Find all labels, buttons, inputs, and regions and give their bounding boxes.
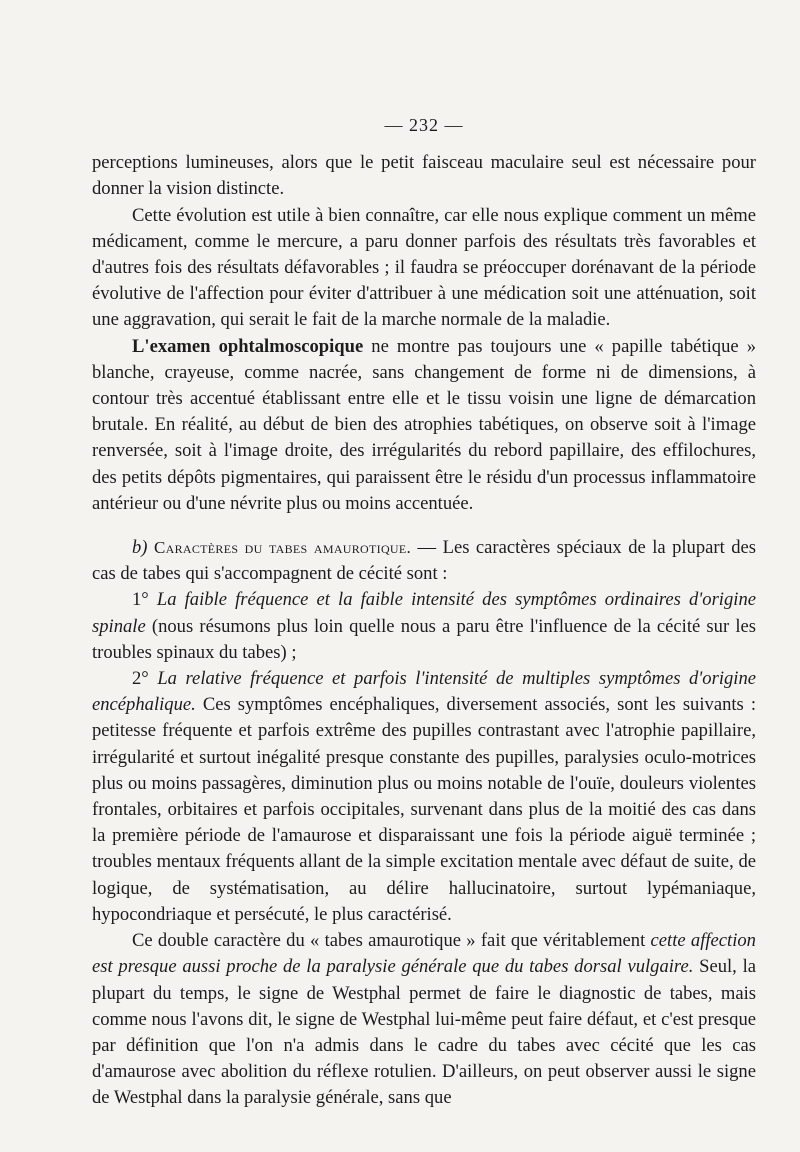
item-number-1: 1°: [132, 589, 157, 611]
paragraph-6: [92, 666, 756, 928]
paragraph-7-italic: cette affection est presque aussi proche de la paralysie générale que du tabes dorsal vulgaire.: [92, 930, 756, 978]
paragraph-7: [92, 928, 756, 1111]
paragraph-3: [92, 334, 756, 517]
item-1-italic: La faible fréquence et la faible intensité des symptômes ordinaires d'origine spinale: [92, 589, 756, 637]
paragraph-4: [92, 535, 756, 587]
item-2-text: Ces symptômes encéphaliques, diversement associés, sont les suivants : petitesse fréquente et parfois extrême des pupilles contrastant avec l'atrophie papillaire, irrégularité et surtout inégalité presque constante des pupilles, paralysies oculo-motrices plus ou moins passagères, diminution plus ou moins notable de l'ouïe, douleurs violentes frontales, orbitaires et parfois occipitales, survenant dans plus de la moitié des cas dans la première période de l'amaurose et disparaissant une fois la période aiguë terminée ; troubles mentaux fréquents allant de la simple excitation mentale avec défaut de suite, de logique, de systématisation, au délire hallucinatoire, surtout lypémaniaque, hypocondriaque et persécuté, le plus caractérisé.: [92, 694, 756, 925]
paragraph-7-text-b: Seul, la plupart du temps, le signe de Westphal permet de faire le diagnostic de tabes, mais comme nous l'avons dit, le signe de Westphal lui-même peut faire défaut, et c'est presque par définition que l'on n'a admis dans le cadre du tabes avec cécité que les cas d'amaurose avec abolition du réflexe rotulien. D'ailleurs, on peut observer aussi le signe de Westphal dans la paralysie générale, sans que: [92, 956, 756, 1109]
paragraph-2: Cette évolution est utile à bien connaître, car elle nous explique comment un même médicament, comme le mercure, a paru donner parfois des résultats très favorables et d'autres fois des résultats défavorables ; il faudra se préoccuper dorénavant de la période évolutive de l'affection pour éviter d'attribuer à une médication soit une atténuation, soit une aggravation, qui serait le fait de la marche normale de la maladie.: [92, 204, 756, 331]
paragraph-3-text: ne montre pas toujours une « papille tabétique » blanche, crayeuse, comme nacrée, sans changement de forme ni de dimensions, à contour très accentué établissant entre elle et le tissu voisin une ligne de démarcation brutale. En réalité, au début de bien des atrophies tabétiques, on observe soit à l'image renversée, soit à l'image droite, des irrégularités du rebord papillaire, des effilochures, des petits dépôts pigmentaires, qui paraissent être le résidu d'un processus inflammatoire antérieur ou d'une névrite plus ou moins accentuée.: [92, 335, 756, 514]
paragraph-5: [92, 587, 756, 666]
paragraph-1: perceptions lumineuses, alors que le petit faisceau maculaire seul est nécessaire pour donner la vision distincte.: [92, 152, 756, 200]
ophthalmoscopic-heading: L'examen ophtalmoscopique: [132, 335, 364, 357]
paragraph-4-text: — Les caractères spéciaux de la plupart des cas de tabes qui s'accompagnent de cécité sont :: [92, 537, 757, 585]
document-page: [92, 112, 756, 1112]
item-number-2: 2°: [132, 668, 158, 690]
section-heading: Caractères du tabes amaurotique.: [153, 538, 412, 558]
page-number: — 232 —: [384, 115, 464, 135]
item-2-italic: La relative fréquence et parfois l'intensité de multiples symptômes d'origine encéphalique.: [92, 668, 756, 716]
paragraph-7-text-a: Ce double caractère du « tabes amaurotique » fait que véritablement: [132, 930, 651, 952]
section-label: b): [132, 537, 154, 559]
item-1-text: (nous résumons plus loin quelle nous a paru être l'influence de la cécité sur les troubles spinaux du tabes) ;: [92, 615, 756, 663]
